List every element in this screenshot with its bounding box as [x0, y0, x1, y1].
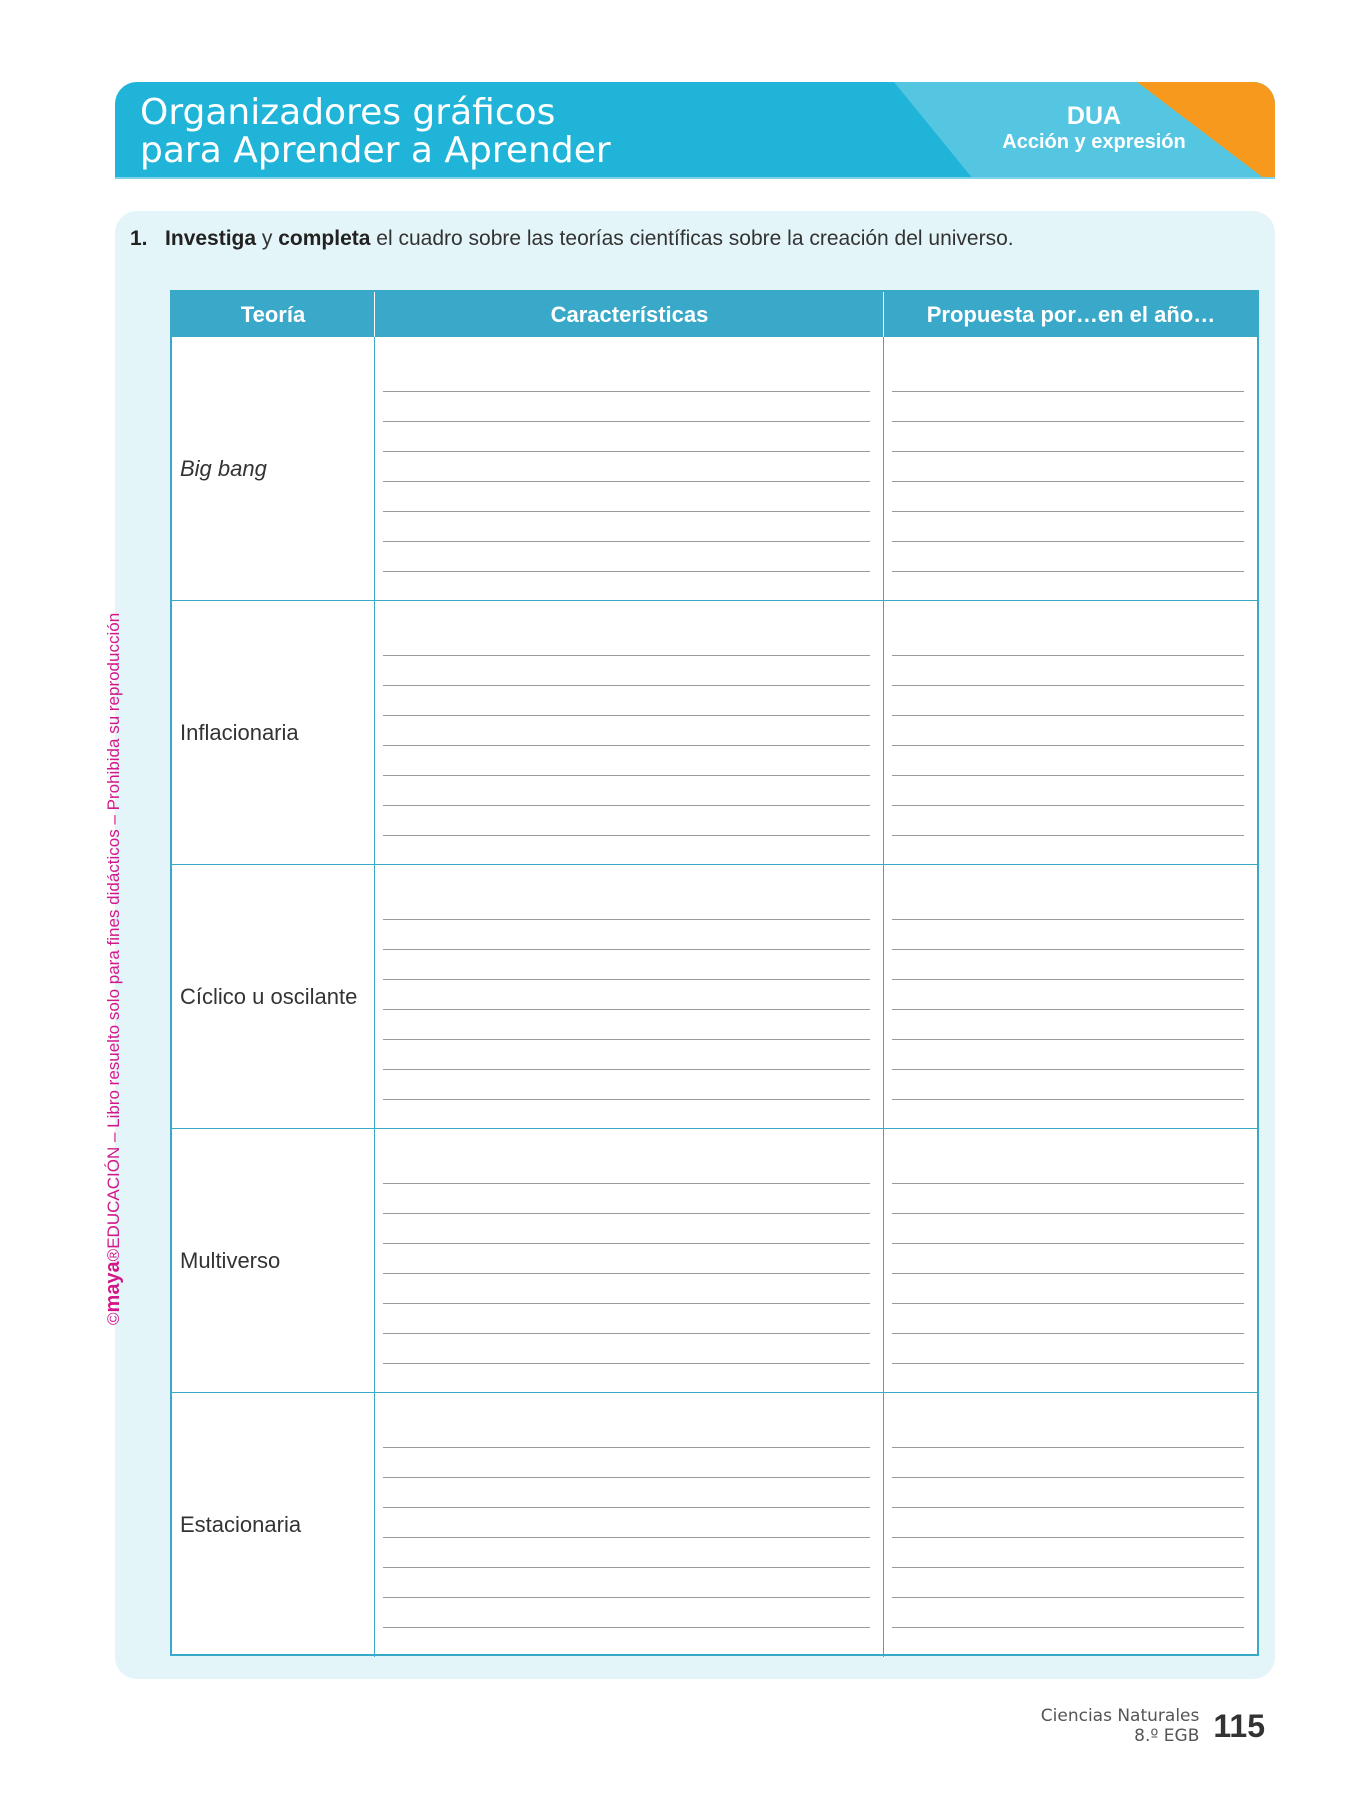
writing-line[interactable]	[383, 745, 870, 746]
writing-line[interactable]	[383, 715, 870, 716]
writing-line[interactable]	[892, 1213, 1244, 1214]
writing-line[interactable]	[892, 715, 1244, 716]
theory-cell	[172, 1129, 374, 1392]
writing-line[interactable]	[892, 1567, 1244, 1568]
dua-badge-title: DUA	[1066, 102, 1122, 130]
writing-line[interactable]	[383, 685, 870, 686]
writing-line[interactable]	[892, 1537, 1244, 1538]
activity-instruction	[130, 227, 1250, 251]
writing-line[interactable]	[383, 1303, 870, 1304]
writing-line[interactable]	[383, 1597, 870, 1598]
registered-symbol: ®	[104, 1248, 123, 1262]
writing-line[interactable]	[383, 1333, 870, 1334]
characteristics-cell[interactable]	[374, 1129, 883, 1392]
footer-subject: Ciencias Naturales	[1040, 1706, 1200, 1726]
writing-line[interactable]	[892, 1039, 1244, 1040]
writing-line[interactable]	[383, 1183, 870, 1184]
writing-line[interactable]	[383, 1009, 870, 1010]
writing-line[interactable]	[383, 805, 870, 806]
writing-line[interactable]	[892, 1597, 1244, 1598]
instruction-verb-2: completa	[278, 227, 371, 250]
proposed-by-cell[interactable]	[883, 1129, 1257, 1392]
theory-name: Big bang	[180, 455, 267, 481]
sidenote-text: EDUCACIÓN – Libro resuelto solo para fines didácticos – Prohibida su reproducción	[104, 612, 123, 1249]
writing-line[interactable]	[892, 1303, 1244, 1304]
writing-line[interactable]	[383, 1477, 870, 1478]
writing-line[interactable]	[892, 1363, 1244, 1364]
theory-cell	[172, 1393, 374, 1657]
writing-line[interactable]	[383, 1507, 870, 1508]
writing-line[interactable]	[892, 1243, 1244, 1244]
footer-info	[1041, 1706, 1200, 1746]
page-title	[140, 94, 611, 170]
dua-badge	[963, 102, 1225, 154]
writing-line[interactable]	[892, 1069, 1244, 1070]
characteristics-cell[interactable]	[374, 601, 883, 864]
writing-line[interactable]	[383, 775, 870, 776]
writing-line[interactable]	[892, 1627, 1244, 1628]
characteristics-cell[interactable]	[374, 337, 883, 600]
theory-name: Inflacionaria	[180, 719, 299, 745]
theory-name: Multiverso	[180, 1247, 281, 1273]
writing-line[interactable]	[383, 1363, 870, 1364]
writing-line[interactable]	[892, 421, 1244, 422]
writing-line[interactable]	[892, 1009, 1244, 1010]
title-line-2: para Aprender a Aprender	[140, 130, 611, 171]
writing-line[interactable]	[383, 451, 870, 452]
writing-line[interactable]	[383, 1039, 870, 1040]
header-banner	[115, 82, 1275, 179]
writing-line[interactable]	[892, 685, 1244, 686]
table-row	[172, 1393, 1257, 1657]
theory-cell	[172, 337, 374, 600]
proposed-by-cell[interactable]	[883, 1393, 1257, 1657]
writing-line[interactable]	[892, 745, 1244, 746]
writing-line[interactable]	[383, 1447, 870, 1448]
writing-line[interactable]	[892, 805, 1244, 806]
writing-line[interactable]	[892, 1447, 1244, 1448]
writing-line[interactable]	[383, 511, 870, 512]
writing-line[interactable]	[383, 1627, 870, 1628]
characteristics-cell[interactable]	[374, 865, 883, 1128]
header-characteristics: Características	[374, 292, 884, 337]
writing-line[interactable]	[383, 391, 870, 392]
theory-name: Cíclico u oscilante	[180, 983, 358, 1009]
writing-line[interactable]	[892, 949, 1244, 950]
footer-grade: 8.º EGB	[1134, 1726, 1200, 1746]
writing-line[interactable]	[892, 835, 1244, 836]
table-row	[172, 337, 1257, 601]
writing-line[interactable]	[892, 451, 1244, 452]
writing-line[interactable]	[892, 1183, 1244, 1184]
table-row	[172, 1129, 1257, 1393]
writing-line[interactable]	[892, 571, 1244, 572]
writing-line[interactable]	[892, 511, 1244, 512]
writing-line[interactable]	[383, 481, 870, 482]
writing-line[interactable]	[383, 835, 870, 836]
page-footer	[1041, 1706, 1265, 1746]
writing-line[interactable]	[383, 1537, 870, 1538]
instruction-connector: y	[256, 227, 279, 250]
writing-line[interactable]	[383, 1069, 870, 1070]
writing-line[interactable]	[892, 655, 1244, 656]
instruction-verb-1: Investiga	[165, 227, 257, 250]
instruction-text: el cuadro sobre las teorías científicas sobre la creación del universo.	[370, 227, 1014, 250]
activity-number: 1.	[130, 227, 148, 250]
table-row	[172, 865, 1257, 1129]
writing-line[interactable]	[892, 541, 1244, 542]
writing-line[interactable]	[383, 979, 870, 980]
characteristics-cell[interactable]	[374, 1393, 883, 1657]
writing-line[interactable]	[892, 1273, 1244, 1274]
page-number: 115	[1213, 1707, 1265, 1744]
writing-line[interactable]	[892, 775, 1244, 776]
copyright-symbol: ©	[104, 1312, 123, 1325]
theory-cell	[172, 601, 374, 864]
dua-badge-subtitle: Acción y expresión	[1002, 131, 1186, 153]
writing-line[interactable]	[383, 1273, 870, 1274]
writing-line[interactable]	[892, 481, 1244, 482]
writing-line[interactable]	[892, 1477, 1244, 1478]
writing-line[interactable]	[383, 421, 870, 422]
proposed-by-cell[interactable]	[883, 337, 1257, 600]
brand-name: maya	[102, 1261, 124, 1313]
writing-line[interactable]	[892, 919, 1244, 920]
writing-line[interactable]	[383, 1099, 870, 1100]
writing-line[interactable]	[383, 919, 870, 920]
writing-line[interactable]	[383, 949, 870, 950]
theory-table	[170, 290, 1259, 1656]
writing-line[interactable]	[892, 1507, 1244, 1508]
theory-cell	[172, 865, 374, 1128]
writing-line[interactable]	[892, 1099, 1244, 1100]
proposed-by-cell[interactable]	[883, 601, 1257, 864]
header-proposed-by: Propuesta por…en el año…	[883, 292, 1258, 337]
copyright-sidenote	[102, 613, 125, 1325]
writing-line[interactable]	[383, 571, 870, 572]
writing-line[interactable]	[383, 1213, 870, 1214]
writing-line[interactable]	[892, 979, 1244, 980]
title-line-1: Organizadores gráficos	[140, 92, 556, 133]
writing-line[interactable]	[383, 1243, 870, 1244]
writing-line[interactable]	[892, 391, 1244, 392]
writing-line[interactable]	[383, 541, 870, 542]
writing-line[interactable]	[892, 1333, 1244, 1334]
proposed-by-cell[interactable]	[883, 865, 1257, 1128]
table-row	[172, 601, 1257, 865]
theory-name: Estacionaria	[180, 1512, 302, 1537]
header-theory: Teoría	[240, 302, 306, 327]
table-header	[172, 292, 1257, 337]
writing-line[interactable]	[383, 655, 870, 656]
writing-line[interactable]	[383, 1567, 870, 1568]
